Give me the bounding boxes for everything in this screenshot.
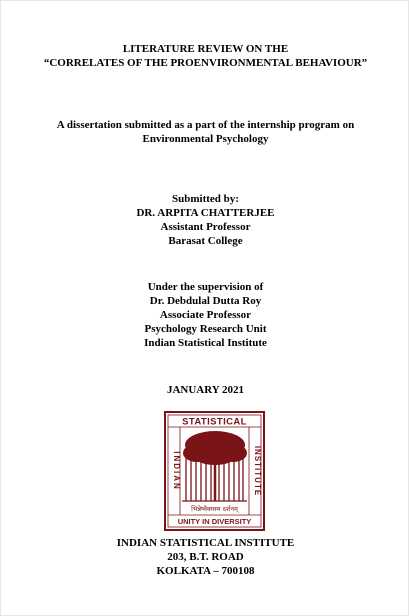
author-college: Barasat College <box>168 235 243 247</box>
address-line-1: INDIAN STATISTICAL INSTITUTE <box>116 537 295 549</box>
address-line-3: KOLKATA – 700108 <box>156 565 255 577</box>
dissertation-line-1: A dissertation submitted as a part of the internship program on <box>56 119 355 131</box>
isi-emblem-logo <box>164 411 265 531</box>
supervisor-designation: Associate Professor <box>159 309 252 321</box>
emblem-left-text: INDIAN <box>172 451 181 491</box>
submission-date: JANUARY 2021 <box>166 384 245 396</box>
author-name: DR. ARPITA CHATTERJEE <box>136 207 275 219</box>
title-line-1: LITERATURE REVIEW ON THE <box>122 43 289 55</box>
supervisor-unit: Psychology Research Unit <box>144 323 267 335</box>
submitted-by-label: Submitted by: <box>172 193 239 205</box>
emblem-top-text: STATISTICAL <box>182 416 247 428</box>
address-line-2: 203, B.T. ROAD <box>167 551 244 563</box>
emblem-hindi-motto: भिन्नेष्वैक्यस्य दर्शनम् <box>191 505 238 513</box>
dissertation-line-2: Environmental Psychology <box>142 133 269 145</box>
emblem-bottom-text: UNITY IN DIVERSITY <box>177 517 252 526</box>
emblem-right-text: INSTITUTE <box>253 445 262 497</box>
author-designation: Assistant Professor <box>160 221 251 233</box>
supervision-label: Under the supervision of <box>147 281 264 293</box>
supervisor-name: Dr. Debdulal Dutta Roy <box>149 295 262 307</box>
title-line-2: “CORRELATES OF THE PROENVIRONMENTAL BEHAVIOUR” <box>43 57 368 69</box>
supervisor-institute: Indian Statistical Institute <box>144 337 267 349</box>
